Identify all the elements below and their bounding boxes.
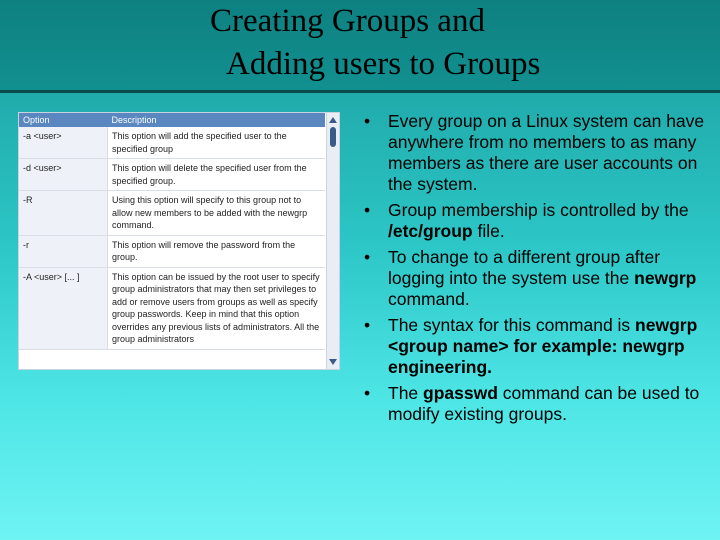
header-option: Option: [19, 113, 108, 127]
slide-title-line-2: Adding users to Groups: [226, 46, 541, 82]
table-row: [19, 191, 325, 236]
bullet-item: [360, 111, 712, 195]
bullet-bold-text: /etc/group: [388, 221, 473, 241]
table-header-row: [19, 113, 325, 127]
bullet-item: [360, 247, 712, 310]
description-cell: Using this option will specify to this group not to allow new members to be added with the newgrp command.: [108, 191, 326, 236]
description-cell: This option can be issued by the root user to specify group administrators that may then set privileges to add or remove users from groups as well as specify group passwords. Keep in mind that this option overrides any previous lists of administrators. All the group administrators: [108, 267, 326, 349]
table-row: [19, 235, 325, 267]
bullet-text: To change to a different group after logging into the system use the: [388, 247, 661, 288]
bullet-text: Group membership is controlled by the: [388, 200, 689, 220]
bullet-text: command can be used to modify existing groups.: [388, 383, 700, 424]
description-cell: This option will add the specified user to the specified group: [108, 127, 326, 159]
bullet-text: The syntax for this command is: [388, 315, 636, 335]
scroll-down-arrow-icon[interactable]: [329, 359, 337, 365]
table-row: [19, 159, 325, 191]
bullet-text: The: [388, 383, 424, 403]
bullet-text: Every group on a Linux system can have anywhere from no members to as many members as there are user accounts on the system.: [388, 111, 705, 194]
bullet-text: command.: [388, 289, 470, 309]
bullet-item: [360, 200, 712, 242]
table-row: [19, 127, 325, 159]
options-table-screenshot: [18, 112, 340, 370]
option-cell: -A <user> [... ]: [19, 267, 108, 349]
scroll-up-arrow-icon[interactable]: [329, 117, 337, 123]
bullet-bold-text: newgrp <group name> for example: newgrp engineering.: [388, 315, 698, 377]
option-cell: -d <user>: [19, 159, 108, 191]
option-cell: -r: [19, 235, 108, 267]
description-cell: This option will remove the password from the group.: [108, 235, 326, 267]
scroll-thumb[interactable]: [330, 127, 336, 147]
option-cell: -R: [19, 191, 108, 236]
description-cell: This option will delete the specified user from the specified group.: [108, 159, 326, 191]
bullet-bold-text: newgrp: [634, 268, 697, 288]
bullet-item: [360, 383, 712, 425]
bullet-list: [360, 111, 712, 430]
bullet-text: file.: [472, 221, 505, 241]
table-scrollbar[interactable]: [326, 113, 339, 369]
table-row: [19, 267, 325, 349]
slide-title-line-1: Creating Groups and: [210, 3, 485, 39]
header-description: Description: [108, 113, 326, 127]
title-divider: [0, 90, 720, 93]
options-table: [19, 113, 325, 350]
bullet-bold-text: gpasswd: [423, 383, 498, 403]
bullet-item: [360, 315, 712, 378]
option-cell: -a <user>: [19, 127, 108, 159]
